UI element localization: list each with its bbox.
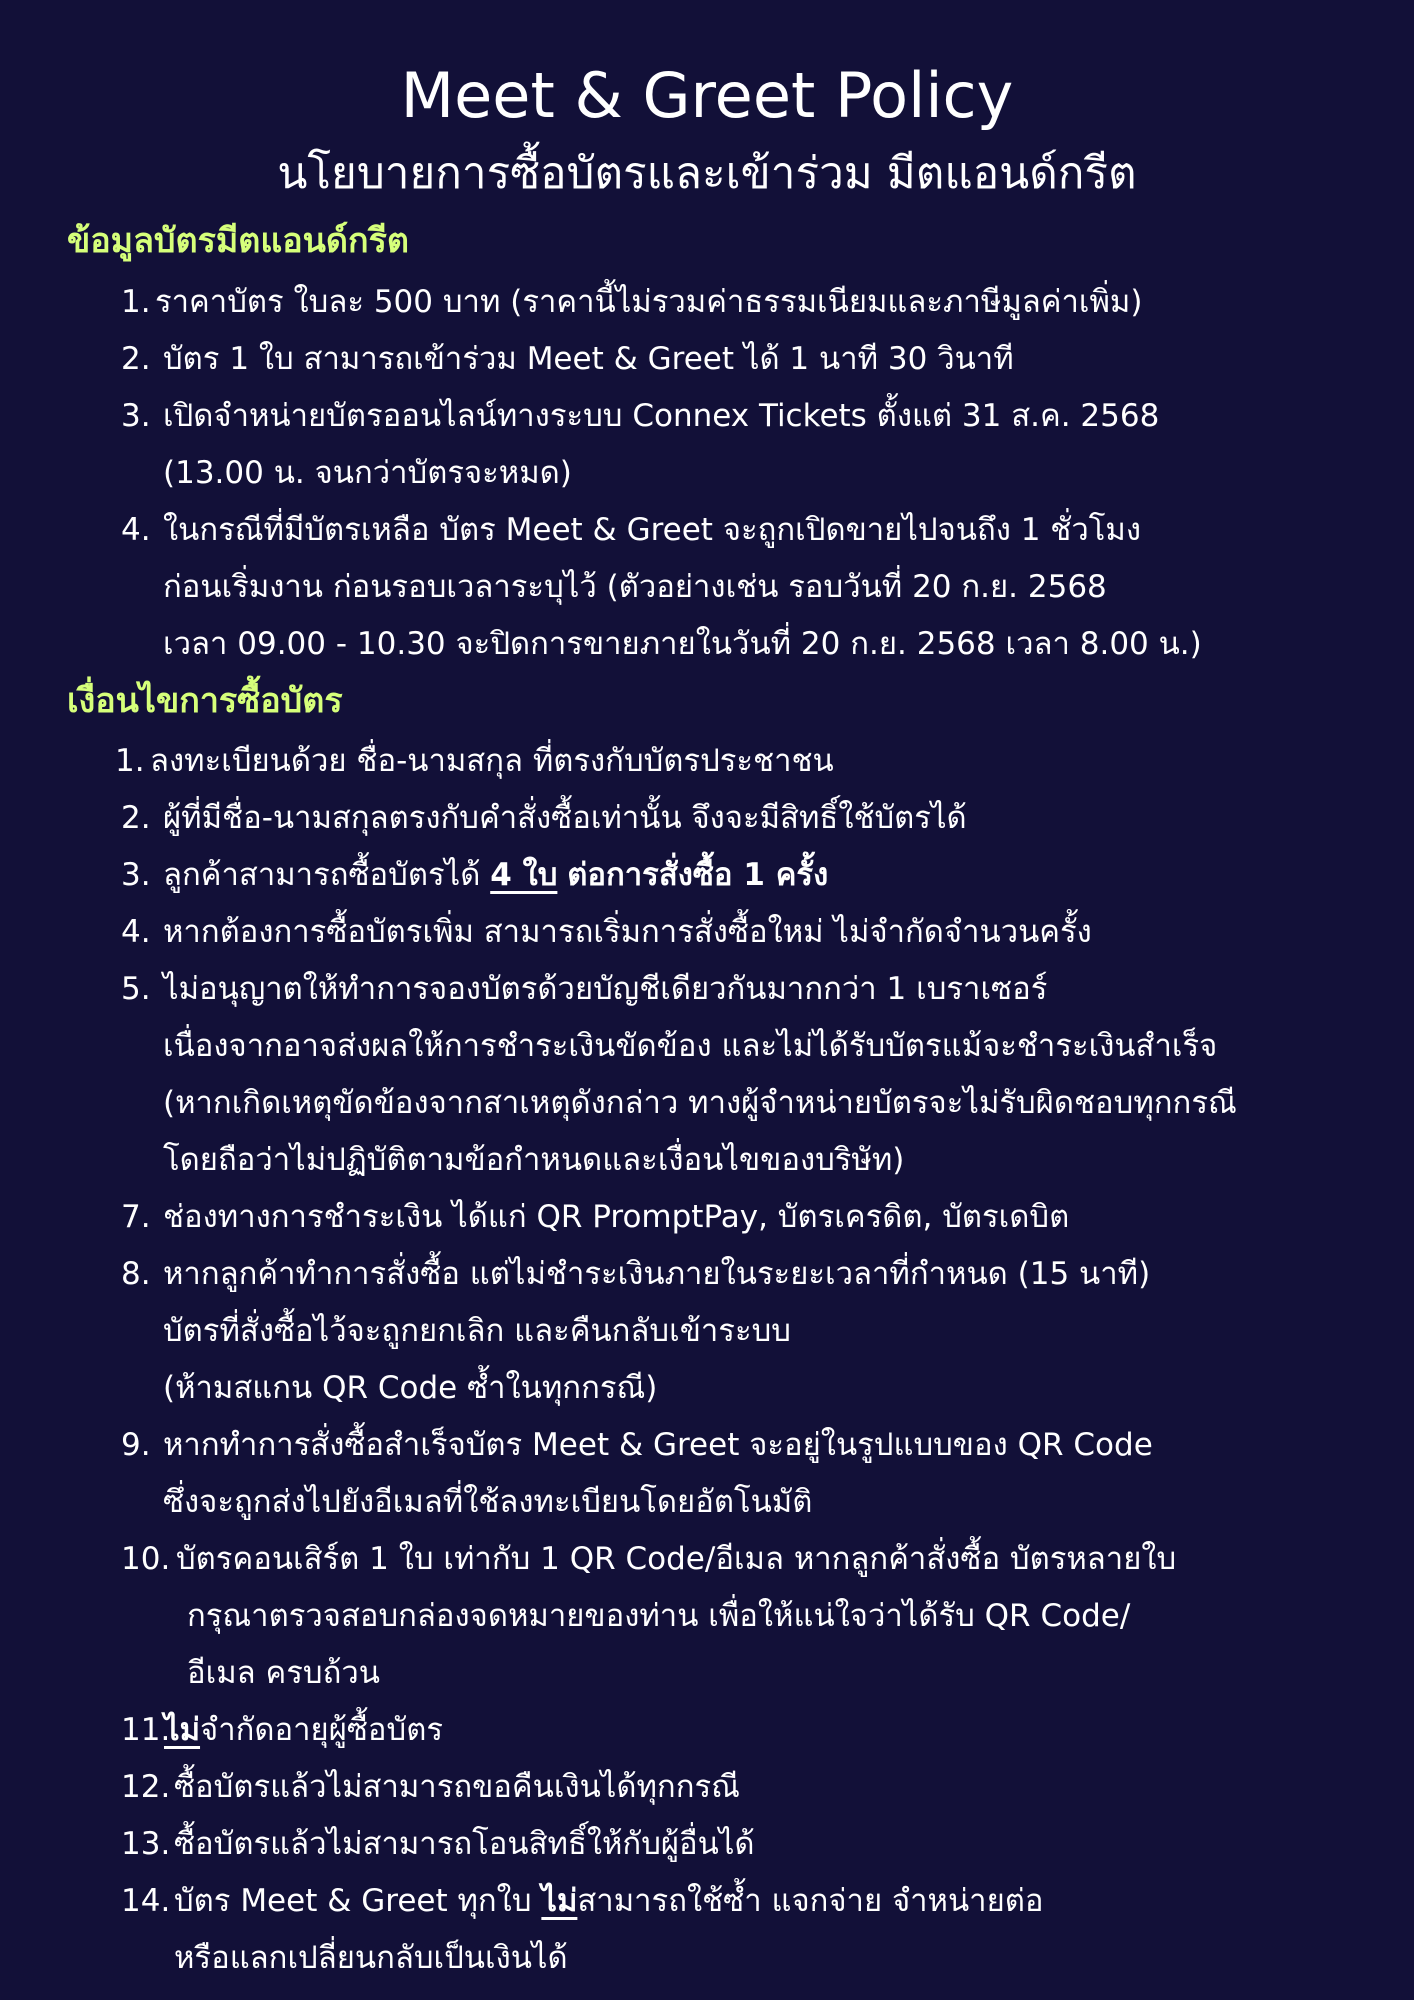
- item-text: ราคาบัตร ใบละ 500 บาท (ราคานี้ไม่รวมค่าธรรมเนียมและภาษีมูลค่าเพิ่ม): [155, 284, 1143, 320]
- item-text: ไม่อนุญาตให้ทำการจองบัตรด้วยบัญชีเดียวกันมากกว่า 1 เบราเซอร์: [163, 971, 1048, 1007]
- item-number: 12.: [121, 1769, 171, 1805]
- item-text: ซึ่งจะถูกส่งไปยังอีเมลที่ใช้ลงทะเบียนโดยอัตโนมัติ: [163, 1484, 813, 1520]
- item-text: [164, 1702, 443, 1760]
- item-text: บัตรคอนเสิร์ต 1 ใบ เท่ากับ 1 QR Code/อีเมล หากลูกค้าสั่งซื้อ บัตรหลายใบ: [176, 1541, 1177, 1577]
- item-number: 1.: [121, 284, 151, 320]
- item-number: 10.: [121, 1541, 171, 1577]
- item-text: (ห้ามสแกน QR Code ซ้ำในทุกกรณี): [163, 1370, 658, 1406]
- section-heading-purchase-conditions: เงื่อนไขการซื้อบัตร: [67, 681, 343, 721]
- item-text: [174, 1873, 1043, 1931]
- item-text-suffix: สามารถใช้ซ้ำ แจกจ่าย จำหน่ายต่อ: [577, 1883, 1044, 1919]
- item-text: บัตรที่สั่งซื้อไว้จะถูกยกเลิก และคืนกลับเข้าระบบ: [163, 1313, 791, 1349]
- item-text: ซื้อบัตรแล้วไม่สามารถขอคืนเงินได้ทุกกรณี: [174, 1769, 740, 1805]
- item-text: (13.00 น. จนกว่าบัตรจะหมด): [163, 455, 572, 491]
- not-allowed-emphasis: ไม่: [541, 1883, 578, 1919]
- item-text: กรุณาตรวจสอบกล่องจดหมายของท่าน เพื่อให้แน่ใจว่าได้รับ QR Code/: [187, 1598, 1131, 1634]
- per-order-emphasis: ต่อการสั่งซื้อ 1 ครั้ง: [567, 857, 829, 893]
- item-number: 9.: [121, 1427, 151, 1463]
- item-text: อีเมล ครบถ้วน: [187, 1655, 380, 1691]
- item-text: (หากเกิดเหตุขัดข้องจากสาเหตุดังกล่าว ทางผู้จำหน่ายบัตรจะไม่รับผิดชอบทุกกรณี: [163, 1085, 1237, 1121]
- item-text: ลงทะเบียนด้วย ชื่อ-นามสกุล ที่ตรงกับบัตรประชาชน: [150, 743, 834, 779]
- item-text: โดยถือว่าไม่ปฏิบัติตามข้อกำหนดและเงื่อนไขของบริษัท): [163, 1142, 905, 1178]
- item-number: 11.: [121, 1712, 171, 1748]
- no-limit-emphasis: ไม่: [164, 1712, 201, 1748]
- item-text: หากลูกค้าทำการสั่งซื้อ แต่ไม่ชำระเงินภายในระยะเวลาที่กำหนด (15 นาที): [163, 1256, 1151, 1292]
- item-number: 2.: [121, 800, 151, 836]
- item-text-prefix: บัตร Meet & Greet ทุกใบ: [174, 1883, 532, 1919]
- item-text: ซื้อบัตรแล้วไม่สามารถโอนสิทธิ์ให้กับผู้อื่นได้: [174, 1826, 755, 1862]
- item-text: ในกรณีที่มีบัตรเหลือ บัตร Meet & Greet จะถูกเปิดขายไปจนถึง 1 ชั่วโมง: [163, 512, 1141, 548]
- item-number: 4.: [121, 914, 151, 950]
- item-number: 13.: [121, 1826, 171, 1862]
- item-number: 8.: [121, 1256, 151, 1292]
- item-number: 3.: [121, 857, 151, 893]
- item-number: 1.: [115, 743, 145, 779]
- page-subtitle: นโยบายการซื้อบัตรและเข้าร่วม มีตแอนด์กรีต: [277, 148, 1137, 199]
- item-number: 3.: [121, 398, 151, 434]
- item-text: [163, 847, 828, 905]
- item-text: ช่องทางการชำระเงิน ได้แก่ QR PromptPay, บัตรเครดิต, บัตรเดบิต: [163, 1199, 1070, 1235]
- item-text: หากต้องการซื้อบัตรเพิ่ม สามารถเริ่มการสั่งซื้อใหม่ ไม่จำกัดจำนวนครั้ง: [163, 914, 1092, 950]
- item-text: บัตร 1 ใบ สามารถเข้าร่วม Meet & Greet ได้ 1 นาที 30 วินาที: [163, 341, 1014, 377]
- item-text-suffix: จำกัดอายุผู้ซื้อบัตร: [200, 1712, 443, 1748]
- item-text: เนื่องจากอาจส่งผลให้การชำระเงินขัดข้อง และไม่ได้รับบัตรแม้จะชำระเงินสำเร็จ: [163, 1028, 1218, 1064]
- item-text: เวลา 09.00 - 10.30 จะปิดการขายภายในวันที่ 20 ก.ย. 2568 เวลา 8.00 น.): [163, 626, 1202, 662]
- ticket-limit-emphasis: 4 ใบ: [490, 857, 558, 893]
- item-number: 5.: [121, 971, 151, 1007]
- item-text-prefix: ลูกค้าสามารถซื้อบัตรได้: [163, 857, 481, 893]
- item-text: ผู้ที่มีชื่อ-นามสกุลตรงกับคำสั่งซื้อเท่านั้น จึงจะมีสิทธิ์ใช้บัตรได้: [163, 800, 967, 836]
- item-number: 2.: [121, 341, 151, 377]
- item-text: ก่อนเริ่มงาน ก่อนรอบเวลาระบุไว้ (ตัวอย่างเช่น รอบวันที่ 20 ก.ย. 2568: [163, 569, 1107, 605]
- item-text: หากทำการสั่งซื้อสำเร็จบัตร Meet & Greet จะอยู่ในรูปแบบของ QR Code: [163, 1427, 1153, 1463]
- item-text: เปิดจำหน่ายบัตรออนไลน์ทางระบบ Connex Tickets ตั้งแต่ 31 ส.ค. 2568: [163, 398, 1160, 434]
- item-text: หรือแลกเปลี่ยนกลับเป็นเงินได้: [174, 1940, 568, 1976]
- section-heading-ticket-info: ข้อมูลบัตรมีตแอนด์กรีต: [67, 221, 409, 261]
- item-number: 14.: [121, 1883, 171, 1919]
- page-title: Meet & Greet Policy: [400, 59, 1014, 132]
- item-number: 7.: [121, 1199, 151, 1235]
- item-number: 4.: [121, 512, 151, 548]
